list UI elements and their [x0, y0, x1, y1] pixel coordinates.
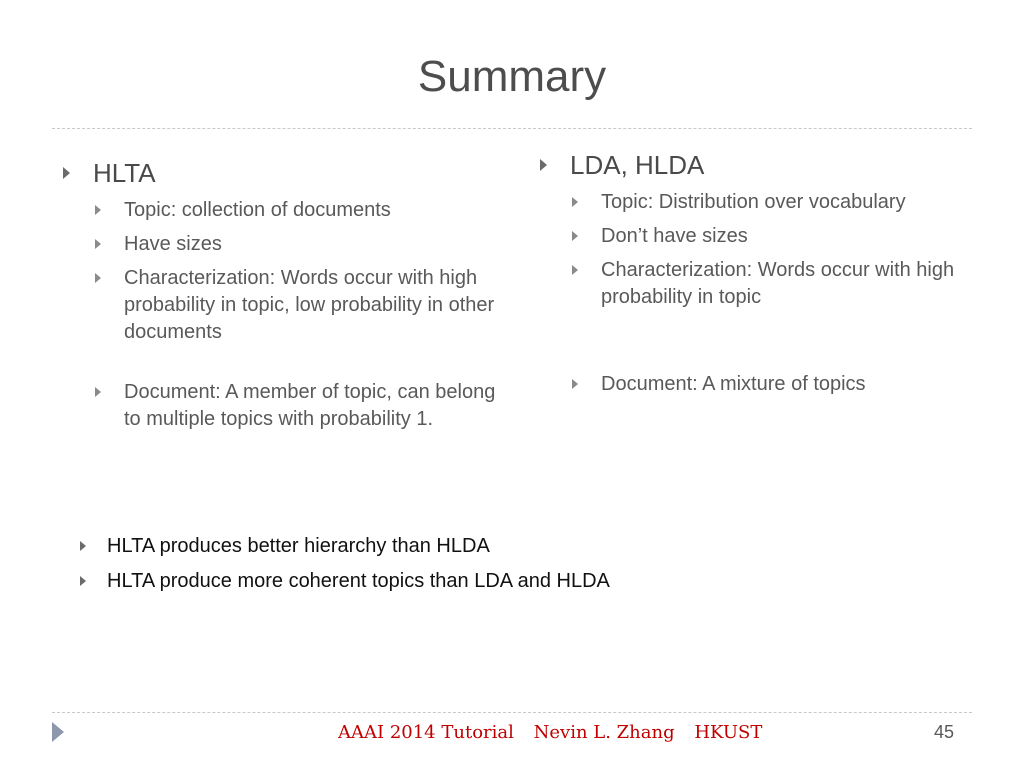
lda-list-item [537, 257, 977, 311]
hlta-list-item [60, 197, 500, 224]
triangle-bullet-icon [95, 387, 101, 397]
conclusion-text: HLTA produces better hierarchy than HLDA [107, 535, 490, 557]
footer-author: Nevin L. Zhang [533, 722, 675, 743]
lda-item-text: Topic: Distribution over vocabulary [601, 191, 906, 213]
hlta-column [60, 156, 500, 433]
hlta-heading: HLTA [93, 158, 156, 188]
hlta-item-text: Have sizes [124, 233, 222, 255]
triangle-bullet-icon [63, 167, 70, 179]
slide-title: Summary [417, 52, 607, 101]
conclusion-item [75, 532, 610, 560]
lda-heading-item [537, 148, 977, 182]
page-number: 45 [933, 722, 954, 742]
conclusion-item [75, 567, 610, 595]
hlta-item-text: Topic: collection of documents [124, 199, 391, 221]
lda-hlda-column [537, 148, 977, 398]
hlta-heading-item [60, 156, 500, 190]
lda-list-item [537, 371, 977, 398]
triangle-bullet-icon [572, 379, 578, 389]
lda-item-text: Don’t have sizes [601, 225, 748, 247]
lda-item-text: Document: A mixture of topics [601, 373, 866, 395]
triangle-bullet-icon [80, 576, 86, 586]
triangle-bullet-icon [572, 197, 578, 207]
triangle-bullet-icon [80, 541, 86, 551]
hlta-list-item [60, 379, 500, 433]
lda-heading: LDA, HLDA [570, 150, 705, 180]
triangle-bullet-icon [95, 273, 101, 283]
lda-list-item [537, 189, 977, 216]
title-divider [52, 128, 972, 129]
triangle-bullet-icon [572, 231, 578, 241]
lda-item-text: Characterization: Words occur with high probability in topic [601, 259, 955, 308]
hlta-list-item [60, 265, 500, 346]
conclusion-list [75, 532, 610, 602]
hlta-item-text: Characterization: Words occur with high probability in topic, low probability in other documents [124, 267, 495, 343]
footer-text [338, 722, 776, 743]
footer-event: AAAI 2014 Tutorial [338, 722, 514, 743]
hlta-item-text: Document: A member of topic, can belong to multiple topics with probability 1. [124, 381, 496, 430]
hlta-list-item [60, 231, 500, 258]
footer-affiliation: HKUST [694, 722, 763, 743]
footer-divider [52, 712, 972, 713]
triangle-bullet-icon [95, 239, 101, 249]
slide-nav-arrow-icon[interactable] [52, 722, 64, 742]
triangle-bullet-icon [572, 265, 578, 275]
triangle-bullet-icon [540, 159, 547, 171]
conclusion-text: HLTA produce more coherent topics than LDA and HLDA [107, 570, 610, 592]
triangle-bullet-icon [95, 205, 101, 215]
lda-list-item [537, 223, 977, 250]
